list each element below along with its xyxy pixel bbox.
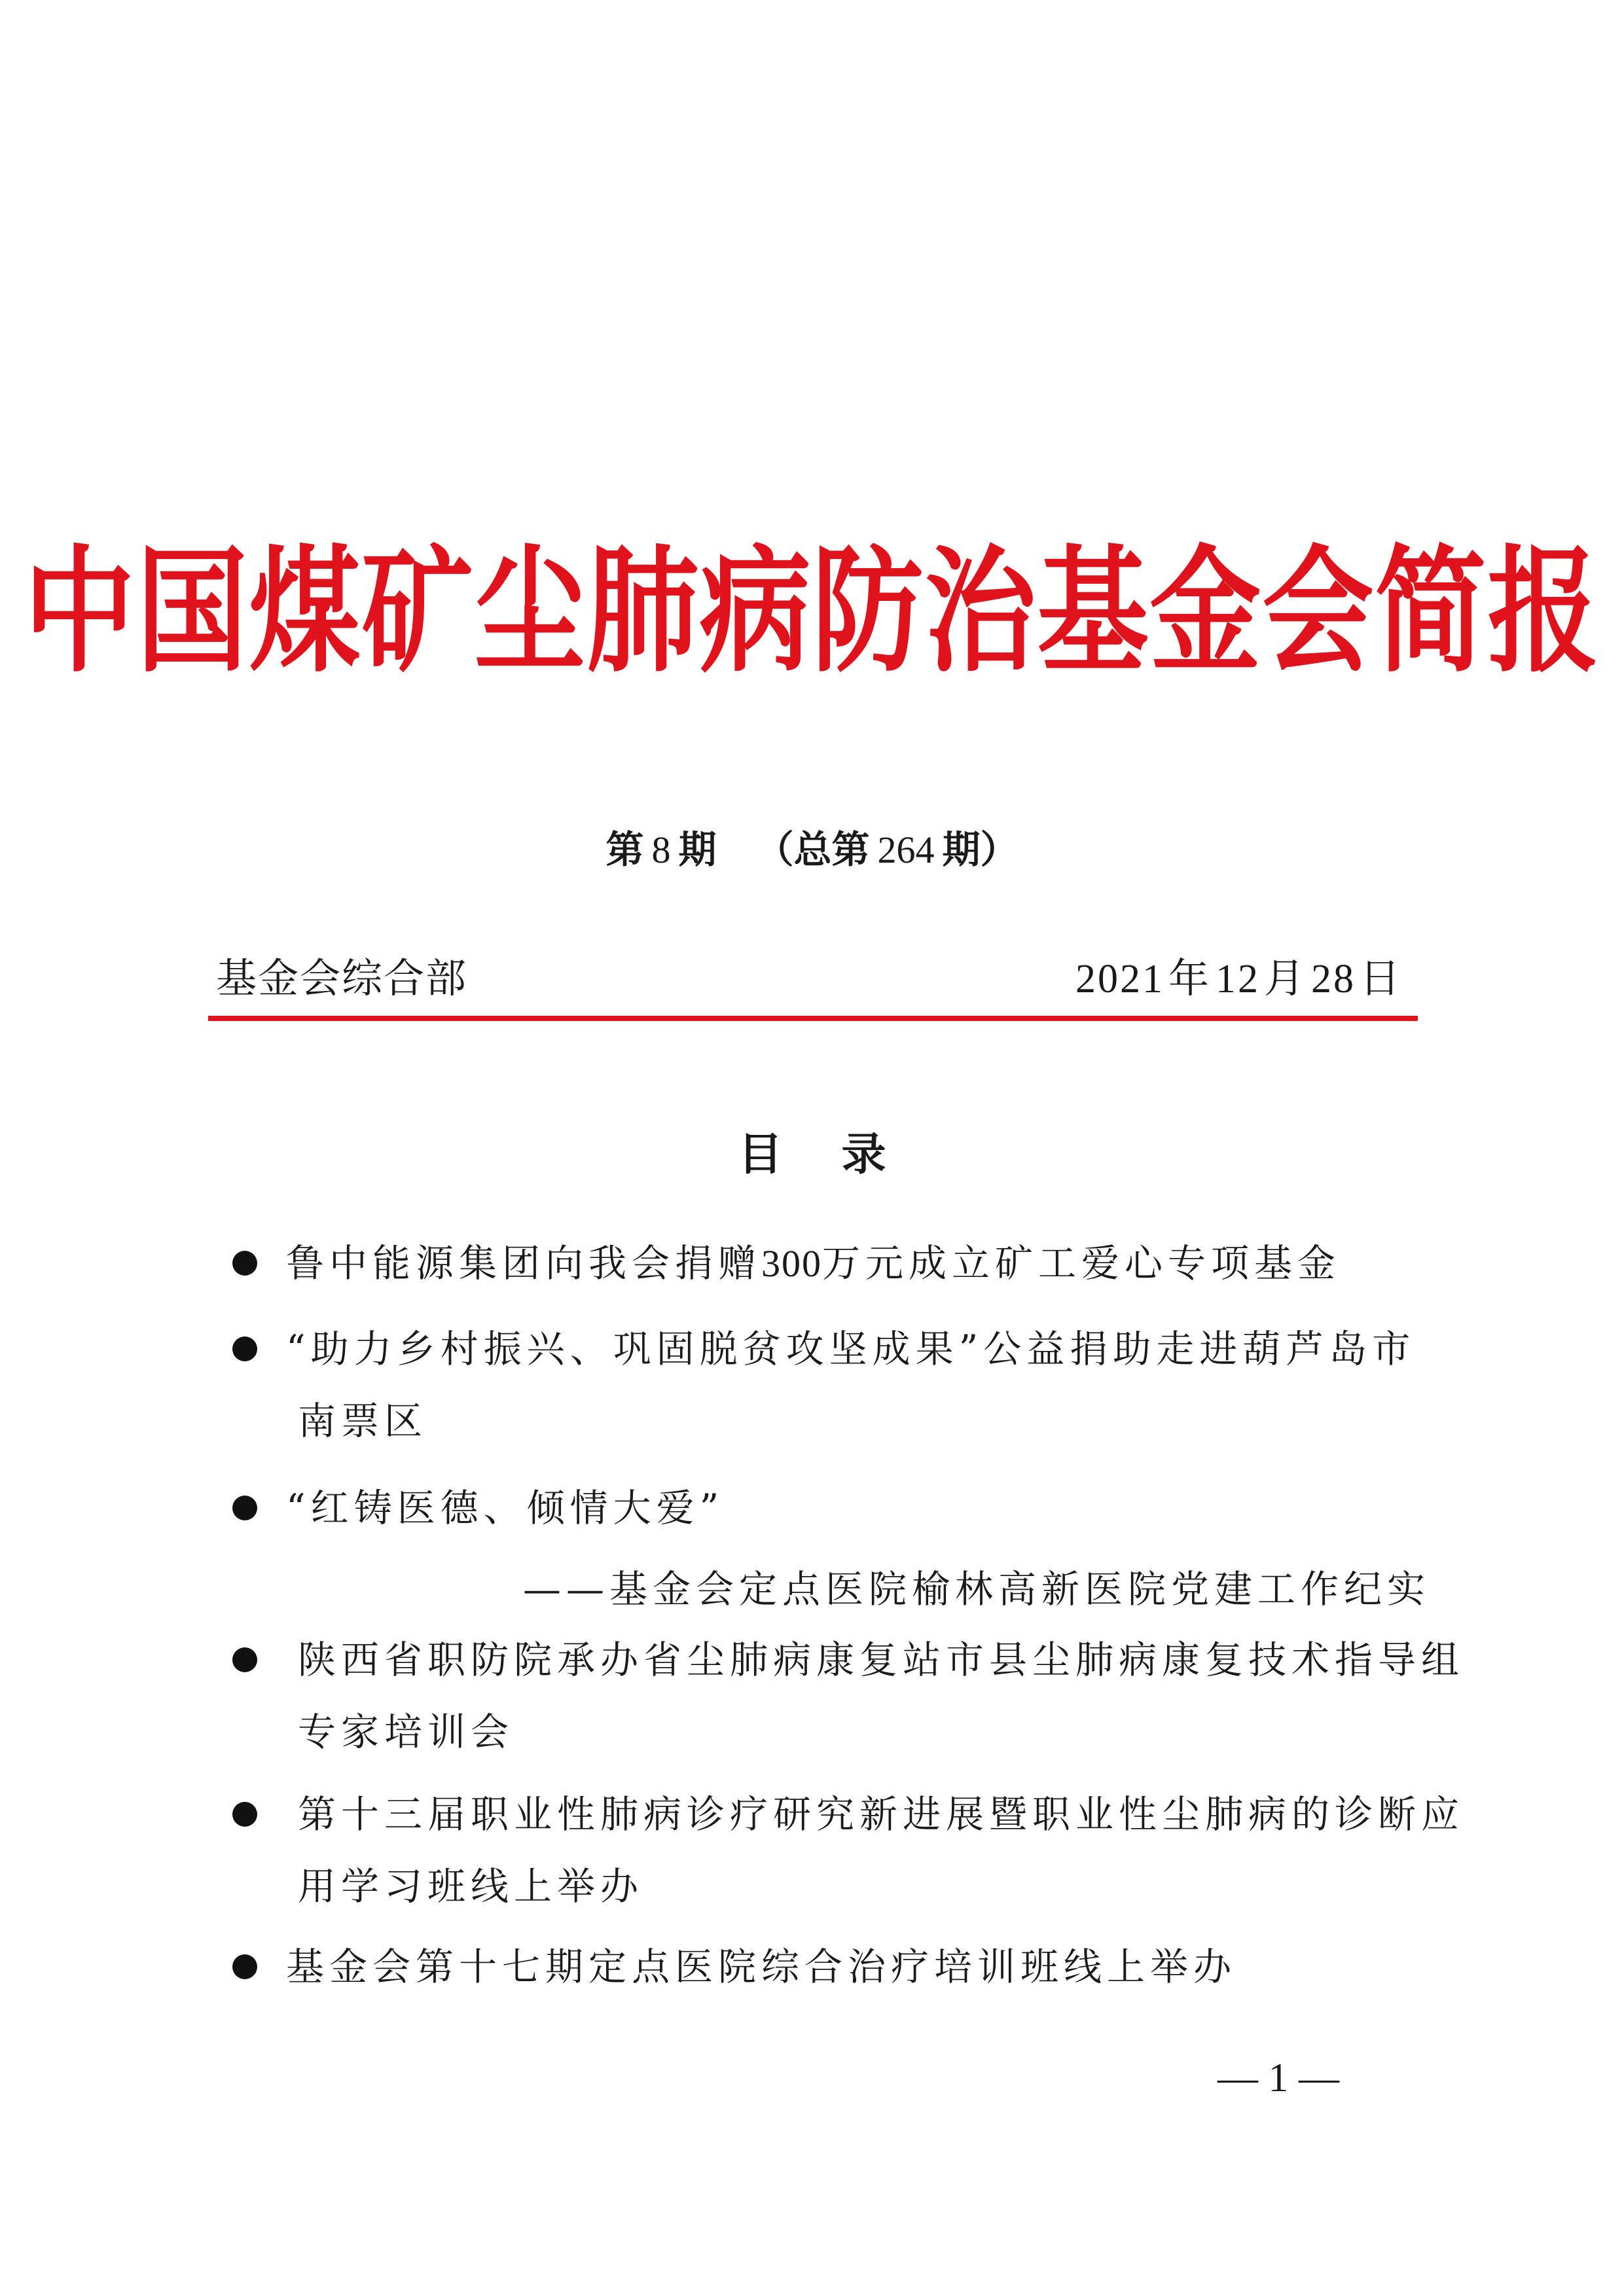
date-month: 12 (1215, 957, 1260, 1001)
issue-suffix: 期 (678, 827, 717, 872)
toc-item-text: 陕西省职防院承办省尘肺病康复站市县尘肺病康复技术指导组 (298, 1638, 1465, 1682)
date-year-unit: 年 (1168, 954, 1212, 1002)
issue-total-close: 期） (942, 827, 1019, 872)
toc-item (232, 1778, 1465, 1922)
page-number: — 1 — (1218, 2056, 1339, 2100)
date-day: 28 (1310, 957, 1356, 1001)
date-year: 2021 (1075, 957, 1164, 1001)
toc-item-text: 基金会第十七期定点医院综合治疗培训班线上举办 (286, 1945, 1237, 1989)
toc-item (232, 1624, 1465, 1768)
toc-item-text-cont: 专家培训会 (298, 1710, 514, 1754)
issue-date (1072, 952, 1403, 1005)
toc-item-subtitle: ——基金会定点医院榆林高新医院党建工作纪实 (522, 1567, 1430, 1611)
toc-item-text: 第十三届职业性肺病诊疗研究新进展暨职业性尘肺病的诊断应 (298, 1792, 1465, 1837)
toc-item (232, 1313, 1430, 1457)
toc-item-text: “助力乡村振兴、巩固脱贫攻坚成果”公益捐助走进葫芦岛市 (286, 1327, 1416, 1371)
bullet-icon (232, 1954, 257, 1979)
issue-total-num: 264 (877, 829, 935, 871)
bullet-icon (232, 1336, 257, 1361)
toc-item-text-cont: 用学习班线上举办 (298, 1864, 644, 1909)
issue-number (0, 823, 1624, 876)
bullet-icon (232, 1496, 257, 1520)
toc-item (232, 1227, 1430, 1300)
toc-item-text: 鲁中能源集团向我会捐赠300万元成立矿工爱心专项基金 (286, 1241, 1341, 1285)
bullet-icon (232, 1802, 257, 1827)
bullet-icon (232, 1647, 257, 1672)
date-day-unit: 日 (1359, 954, 1403, 1002)
toc-item (232, 1472, 1430, 1625)
issue-total-open: （总第 (755, 827, 870, 872)
toc-item (232, 1931, 1430, 2003)
department: 基金会综合部 (216, 954, 468, 1002)
toc-item-text-cont: 南票区 (298, 1399, 428, 1443)
toc-title: 目录 (738, 1129, 945, 1181)
issue-num: 8 (651, 829, 671, 871)
masthead-title: 中国煤矿尘肺病防治基金会简报 (24, 531, 1600, 692)
header-divider (208, 1016, 1418, 1021)
date-month-unit: 月 (1263, 954, 1307, 1002)
bullet-icon (232, 1251, 257, 1276)
toc-item-text: “红铸医德、倾情大爱” (286, 1486, 725, 1530)
issue-prefix: 第 (605, 827, 644, 872)
